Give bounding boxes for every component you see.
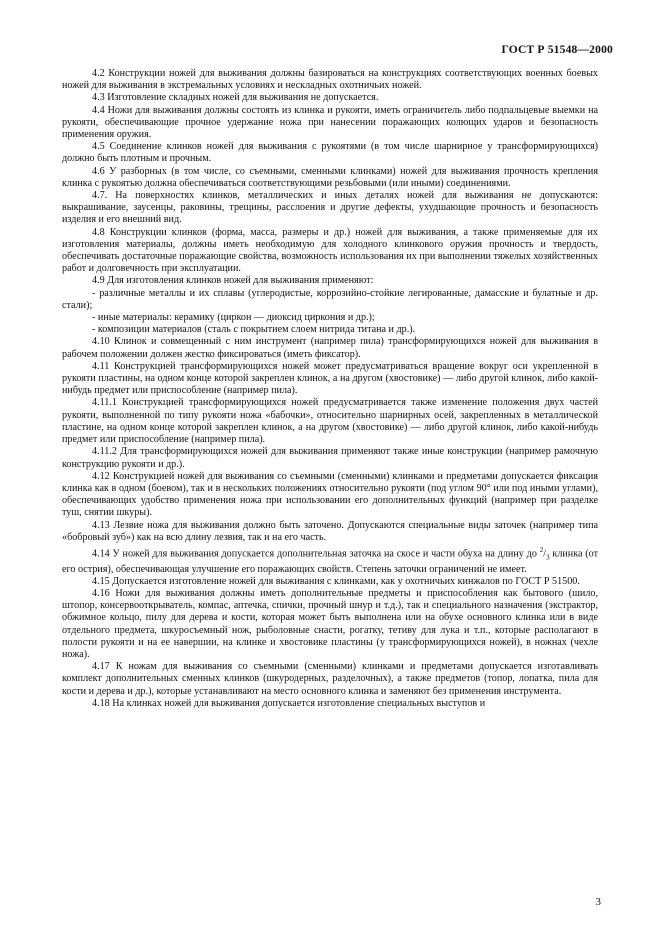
paragraph-4-16: 4.16 Ножи для выживания должны иметь дополнительные предметы и приспособления как бытового (шило, штопор, консервооткрыватель, компас, аптечка, спички, прочный шнур и т.д.), так и специального назначения (экстрактор, обжимное кольцо, пилу для дерева и кости, которая может быть выполнена или на обухе основного клинка или в виде отдельного предмета, шкуросъемный нож, рыболовные снасти, рогатку, тетиву для лука и т.п., которые располагают в полости рукояти и на ее навершии, на клинке и хвостовике пластины (у трансформирующихся ножей), в ножнах (чехле ножа). — [62, 587, 598, 660]
list-item-ceramics: - иные материалы: керамику (циркон — диоксид циркония и др.); — [92, 312, 375, 324]
paragraph-4-8: 4.8 Конструкции клинков (форма, масса, размеры и др.) ножей для выживания, а также применяемые для их изготовления материалы, должны иметь необходимую для холодного клинкового оружия прочность и твердость, обеспечивать достаточные поражающие свойства, возможность использования их при выполнении тяжелых хозяйственных работ и долговечность при эксплуатации. — [62, 226, 598, 275]
paragraph-4-11-2: 4.11.2 Для трансформирующихся ножей для выживания применяют также иные конструкции (например рамочную конструкцию рукояти и др.). — [62, 446, 598, 470]
paragraph-4-5: 4.5 Соединение клинков ножей для выживания с рукоятями (в том числе шарнирное у трансформирующихся) должно быть плотным и прочным. — [62, 141, 598, 165]
page-number: 3 — [595, 896, 601, 908]
paragraph-4-7: 4.7. На поверхностях клинков, металлических и иных деталях ножей для выживания не допускаются: выкрашивание, заусенцы, раковины, трещины, расслоения и другие дефекты, ухудшающие прочность и безопасность изделия и его внешний вид. — [62, 190, 598, 226]
paragraph-4-2: 4.2 Конструкции ножей для выживания должны базироваться на конструкциях соответствующих военных боевых ножей для выживания в экстремальных условиях и нескладных охотничьих ножей. — [62, 68, 598, 92]
paragraph-4-3: 4.3 Изготовление складных ножей для выживания не допускается. — [92, 92, 379, 104]
paragraph-4-11-1: 4.11.1 Конструкцией трансформирующихся ножей предусматривается также изменение положения двух частей рукояти, выполненной по типу рукояти ножа «бабочки», относительно шарнирных осей, закрепленных в металлической пластине, на одном конце которой закреплен клинок, а на другом (хвостовике) — либо другой клинок, либо какой-нибудь предмет или приспособление (например пила). — [62, 397, 598, 446]
document-code-header: ГОСТ Р 51548—2000 — [501, 44, 613, 56]
paragraph-4-14-rest: клинка (от его острия), обеспечивающая улучшение его поражающих свойств. Степень заточки ограничений не имеет. — [62, 548, 599, 575]
list-item-compositions: - композиции материалов (сталь с покрытием слоем нитрида титана и др.). — [92, 324, 416, 336]
paragraph-4-11: 4.11 Конструкцией трансформирующихся ножей может предусматриваться вращение вокруг оси укрепленной в рукояти пластины, на одном конце которой закреплен клинок, а на другом (хвостовике) — либо другой клинок, либо какой-нибудь предмет или приспособление (например пила). — [62, 360, 598, 397]
paragraph-4-18: 4.18 На клинках ножей для выживания допускается изготовление специальных выступов и — [92, 697, 486, 709]
paragraph-4-4: 4.4 Ножи для выживания должны состоять из клинка и рукояти, иметь ограничитель либо подпальцевые выемки на рукояти, обеспечивающие прочное удержание ножа при нанесении поражающих колющих ударов и безопасность применения оружия. — [62, 104, 598, 141]
document-body — [62, 68, 598, 710]
paragraph-4-10: 4.10 Клинок и совмещенный с ним инструмент (например пила) трансформирующихся ножей для выживания в рабочем положении должен жестко фиксироваться (иметь фиксатор). — [62, 336, 598, 360]
fraction-denominator: 3 — [546, 553, 550, 562]
list-item-metals: - различные металлы и их сплавы (углеродистые, коррозийно-стойкие легированные, дамасские и булатные и др. стали); — [62, 287, 598, 311]
paragraph-4-14: 4.14 У ножей для выживания допускается дополнительная заточка на скосе и части обуха на длину до $^2/_3$ клинка (от его острия), обеспечивающая улучшение его поражающих свойств. Степень заточки ограничений не имеет. — [62, 545, 599, 575]
paragraph-4-6: 4.6 У разборных (в том числе, со съемными, сменными клинками) ножей для выживания прочность крепления клинка с рукоятью должна обеспечиваться соответствующими резьбовыми (или иными) соединениями. — [62, 165, 598, 189]
paragraph-4-12: 4.12 Конструкцией ножей для выживания со съемными (сменными) клинками и предметами допускается фиксация клинка как в одном (боевом), так и в нескольких положениях относительно рукояти (под углом 90° или под иными углами), обеспечивающих удобство применения ножа при использовании его дополнительных функций (например при разделке туш, снятии шкуры). — [62, 470, 598, 519]
paragraph-4-17: 4.17 К ножам для выживания со съемными (сменными) клинками и предметами допускается изготавливать комплект дополнительных сменных клинков (шкуродерных, разделочных), а также предметов (топор, лопатка, пила для кости и дерева и др.), которые устанавливают на место основного клинка и заменяют без применения инструмента. — [62, 661, 598, 697]
fraction-numerator: 2 — [539, 545, 544, 554]
paragraph-4-9: 4.9 Для изготовления клинков ножей для выживания применяют: — [92, 275, 374, 287]
paragraph-4-13: 4.13 Лезвие ножа для выживания должно быть заточено. Допускаются специальные виды заточек (например типа «бобровый зуб») как на всю длину лезвия, так и на его часть. — [62, 519, 598, 543]
paragraph-4-15: 4.15 Допускается изготовление ножей для выживания с клинками, как у охотничьих кинжалов по ГОСТ Р 51500. — [92, 575, 580, 587]
paragraph-4-14-start: 4.14 У ножей для выживания допускается дополнительная заточка на скосе и части обуха на длину до — [92, 548, 537, 560]
